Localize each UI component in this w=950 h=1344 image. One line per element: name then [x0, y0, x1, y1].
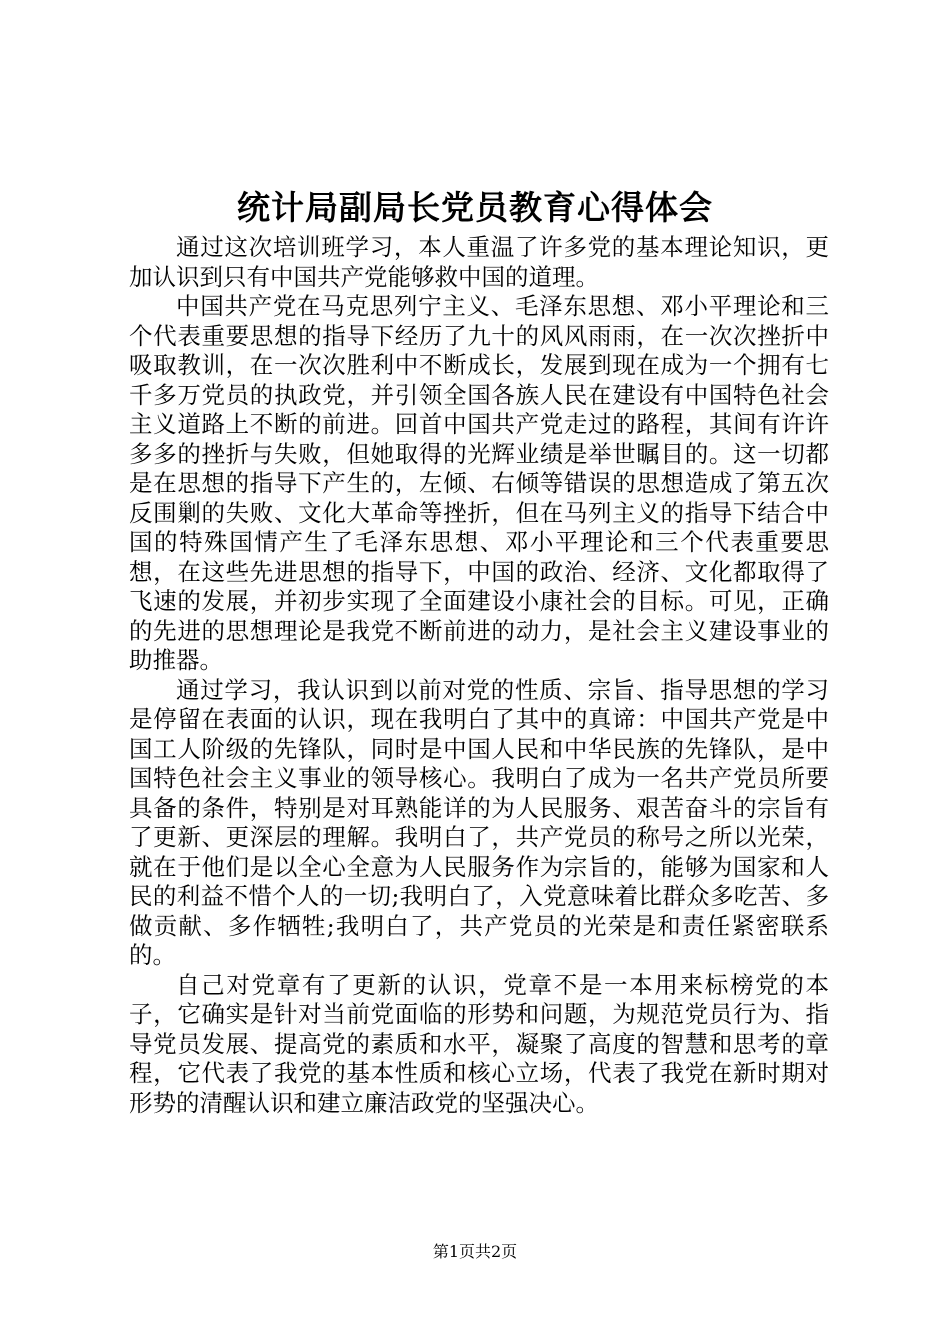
- document-title: 统计局副局长党员教育心得体会: [237, 188, 713, 227]
- page-total: 共2页: [475, 1242, 518, 1261]
- paragraph-3: 通过学习，我认识到以前对党的性质、宗旨、指导思想的学习是停留在表面的认识，现在我明白了其中的真谛：中国共产党是中国工人阶级的先锋队，同时是中国人民和中华民族的先锋队，是中国特色社会主义事业的领导核心。我明白了成为一名共产党员所要具备的条件，特别是对耳熟能详的为人民服务、艰苦奋斗的宗旨有了更新、更深层的理解。我明白了，共产党员的称号之所以光荣，就在于他们是以全心全意为人民服务作为宗旨的，能够为国家和人民的利益不惜个人的一切;我明白了，入党意味着比群众多吃苦、多做贡献、多作牺牲;我明白了，共产党员的光荣是和责任紧密联系的。: [129, 675, 829, 969]
- page-number: 第1页: [432, 1242, 475, 1261]
- document-body: [129, 233, 829, 1118]
- page-footer: [0, 1242, 950, 1262]
- paragraph-4: 自己对党章有了更新的认识，党章不是一本用来标榜党的本子，它确实是针对当前党面临的形势和问题，为规范党员行为、指导党员发展、提高党的素质和水平，凝聚了高度的智慧和思考的章程，它代表了我党的基本性质和核心立场，代表了我党在新时期对形势的清醒认识和建立廉洁政党的坚强决心。: [129, 970, 829, 1117]
- paragraph-1: 通过这次培训班学习，本人重温了许多党的基本理论知识，更加认识到只有中国共产党能够救中国的道理。: [129, 233, 829, 291]
- paragraph-2: 中国共产党在马克思列宁主义、毛泽东思想、邓小平理论和三个代表重要思想的指导下经历了九十的风风雨雨，在一次次挫折中吸取教训，在一次次胜利中不断成长，发展到现在成为一个拥有七千多万党员的执政党，并引领全国各族人民在建设有中国特色社会主义道路上不断的前进。回首中国共产党走过的路程，其间有许许多多的挫折与失败，但她取得的光辉业绩是举世瞩目的。这一切都是在思想的指导下产生的，左倾、右倾等错误的思想造成了第五次反围剿的失败、文化大革命等挫折，但在马列主义的指导下结合中国的特殊国情产生了毛泽东思想、邓小平理论和三个代表重要思想，在这些先进思想的指导下，中国的政治、经济、文化都取得了飞速的发展，并初步实现了全面建设小康社会的目标。可见，正确的先进的思想理论是我党不断前进的动力，是社会主义建设事业的助推器。: [129, 292, 829, 674]
